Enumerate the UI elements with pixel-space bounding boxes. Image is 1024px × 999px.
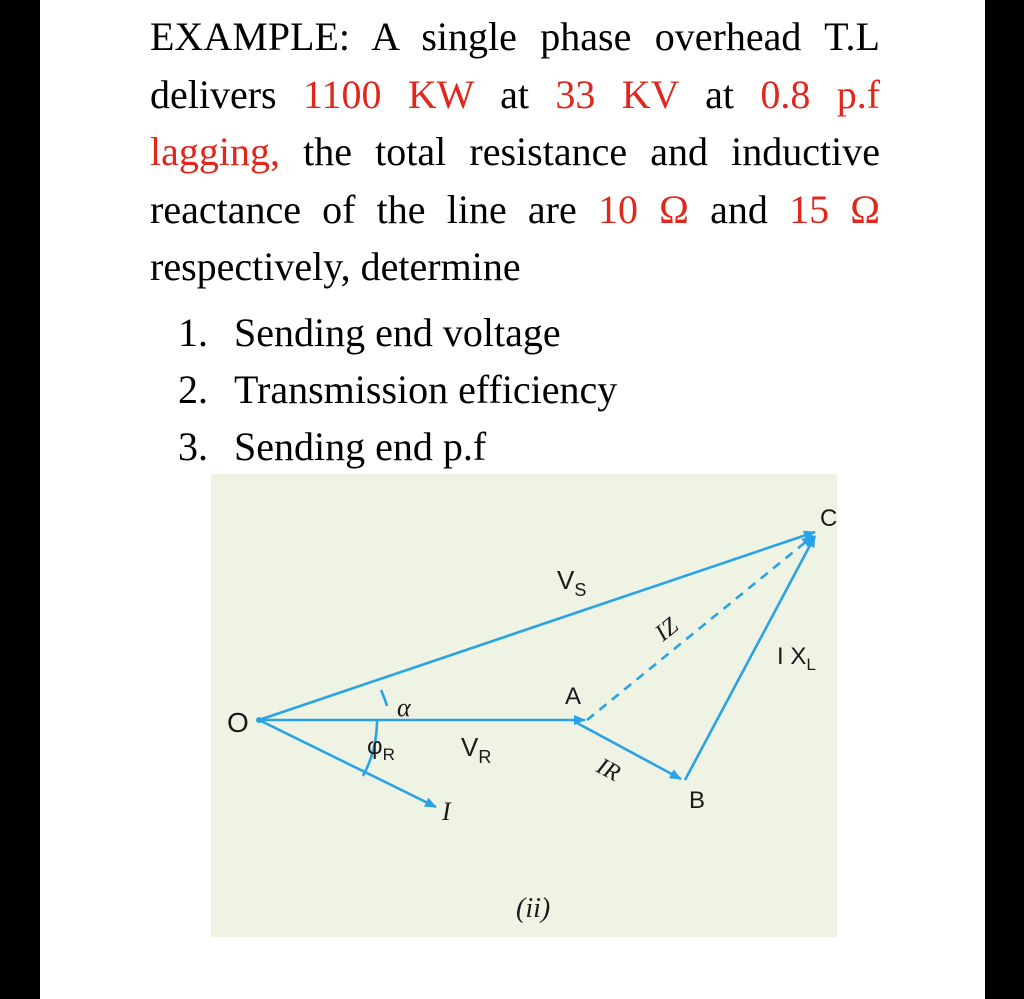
lagging-text: lagging, (150, 129, 280, 174)
problem-text (150, 8, 880, 475)
label-vs: $V_S$ (557, 565, 587, 600)
resistance-value: 10 Ω (597, 186, 689, 232)
phasor-diagram-svg (211, 474, 837, 937)
figure-caption: (ii) (516, 893, 551, 924)
list-item: 2. Transmission efficiency (178, 366, 618, 412)
reactance-value: 15 Ω (789, 186, 881, 232)
question-list (150, 304, 880, 475)
point-o-marker (256, 717, 262, 723)
label-b: B (689, 787, 706, 814)
label-phi-r: $\varphi_R$ (367, 733, 395, 764)
label-a: A (565, 683, 582, 710)
phasor-diagram (211, 474, 837, 937)
label-ir: IR (592, 753, 625, 787)
voltage-value: 33 KV (555, 71, 679, 117)
power-value: 1100 KW (302, 71, 474, 117)
problem-statement (150, 8, 880, 296)
document-page (40, 0, 985, 999)
problem-line-3: lagging, the total resistance and inductive (150, 129, 880, 174)
list-item: 3. Sending end p.f (178, 423, 487, 469)
label-ixl: I $X_L$ (777, 643, 816, 674)
label-alpha: α (397, 693, 411, 722)
problem-line-2: delivers 1100 KW at 33 KV at 0.8 p.f (150, 71, 881, 117)
vector-ir (577, 723, 681, 779)
label-iz: IZ (650, 613, 684, 647)
label-o: O (227, 707, 249, 738)
label-i: I (442, 797, 451, 826)
power-factor-value: 0.8 p.f (760, 71, 881, 117)
vector-i (259, 720, 436, 807)
arc-alpha (381, 690, 387, 706)
label-c: C (820, 505, 837, 532)
vector-iz (587, 536, 813, 720)
problem-line-5: respectively, determine (150, 244, 521, 289)
list-item: 1. Sending end voltage (178, 309, 561, 355)
problem-line-1: EXAMPLE: A single phase overhead T.L (150, 14, 880, 59)
problem-line-4: reactance of the line are 10 Ω and 15 Ω (150, 186, 881, 232)
label-vr: $V_R$ (461, 732, 492, 767)
